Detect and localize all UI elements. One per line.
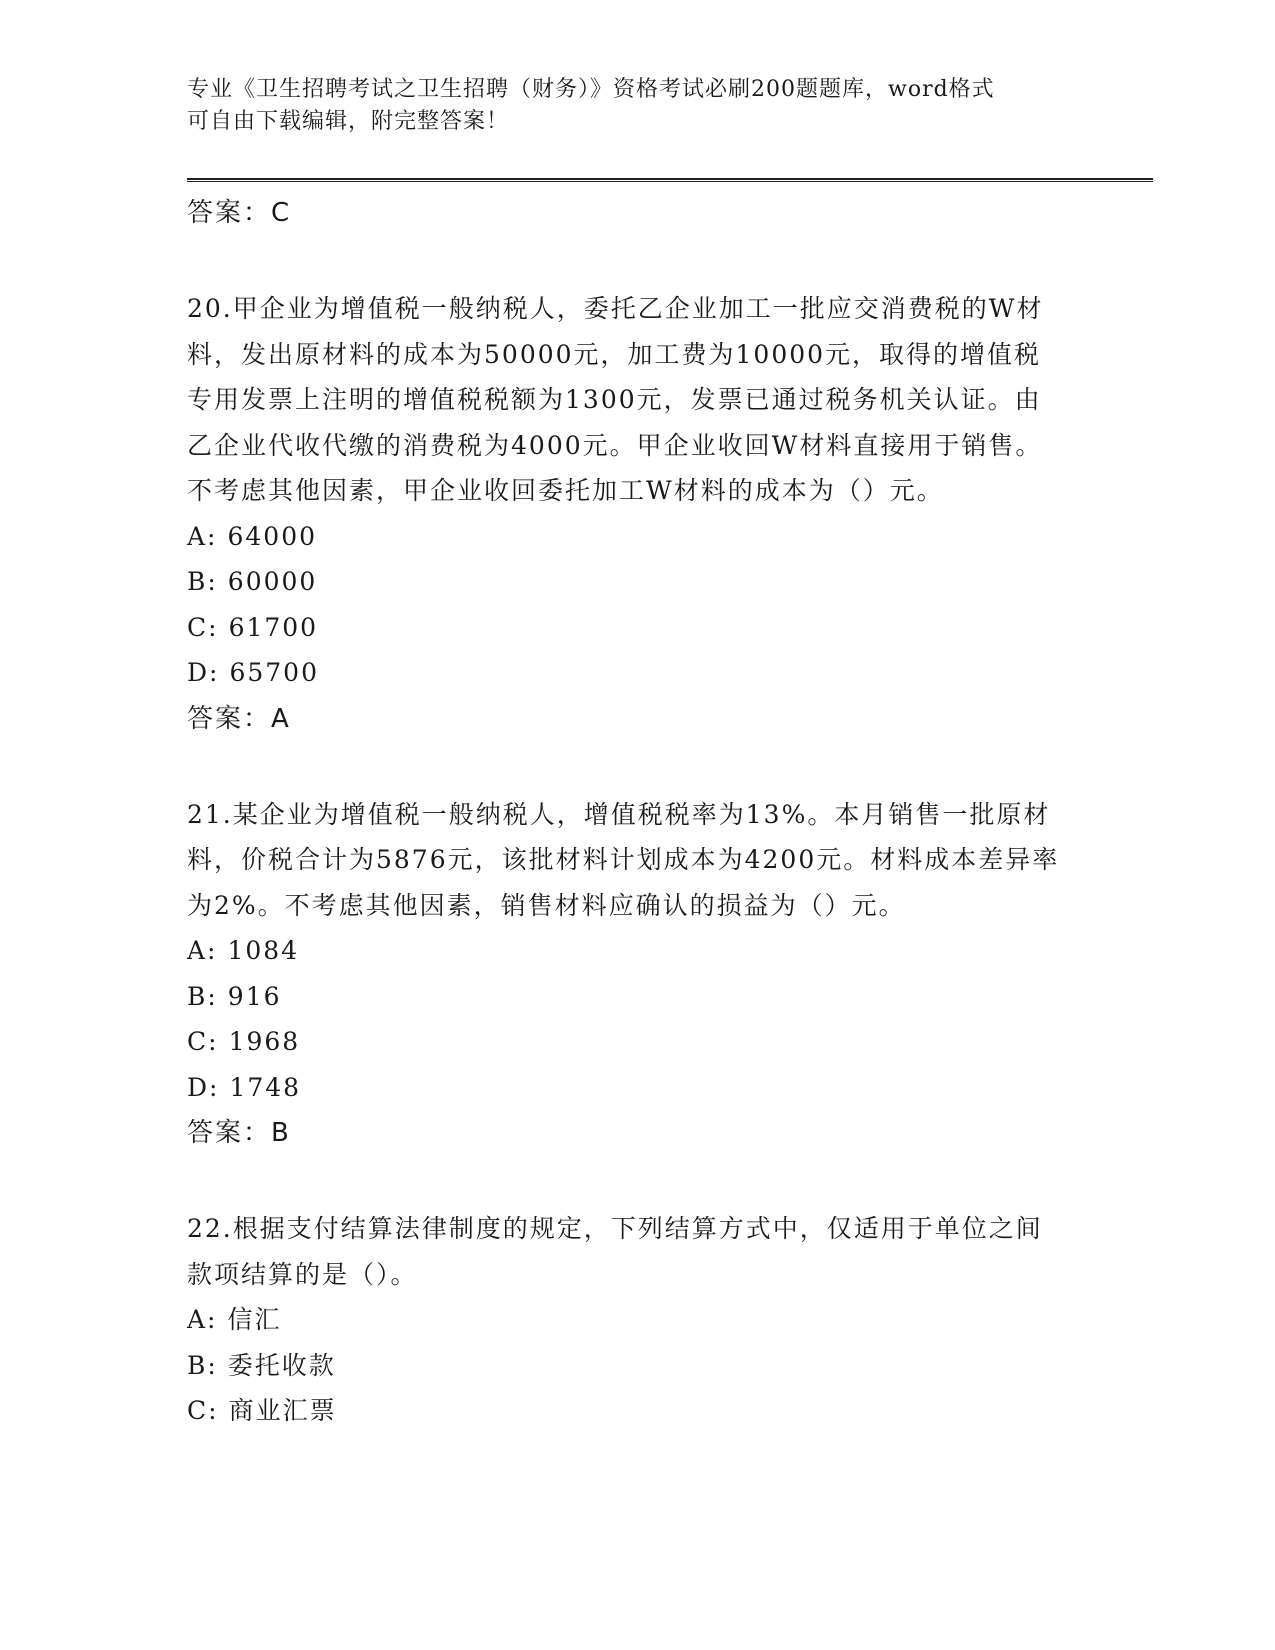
header-divider: [187, 178, 1153, 182]
option-a: [187, 1297, 1067, 1343]
answer-label: 答案：B: [187, 1118, 291, 1148]
option-letter: A:: [187, 521, 218, 551]
option-letter: D:: [187, 658, 220, 687]
question-text: 22.根据支付结算法律制度的规定，下列结算方式中，仅适用于单位之间款项结算的是（）。: [187, 1214, 1043, 1289]
question-item: [187, 792, 1067, 1157]
option-text: 65700: [229, 658, 319, 687]
option-c: [187, 1019, 1067, 1065]
option-text: 60000: [227, 567, 318, 596]
option-d: [187, 650, 1067, 696]
option-text: 1084: [227, 936, 300, 965]
option-letter: C:: [187, 1396, 219, 1425]
question-list: [187, 190, 1067, 1434]
question-text: 21.某企业为增值税一般纳税人，增值税税率为13%。本月销售一批原材料，价税合计为5876元，该批材料计划成本为4200元。材料成本差异率为2%。不考虑其他因素，销售材料应确认的损益为（）元。: [187, 799, 1060, 920]
option-letter: B:: [187, 981, 218, 1011]
header-line-1: 专业《卫生招聘考试之卫生招聘（财务）》资格考试必刷200题题库，word格式: [187, 77, 995, 102]
option-b: [187, 559, 1067, 605]
option-c: [187, 1388, 1067, 1434]
option-a: [187, 514, 1067, 560]
question-item: [187, 286, 1067, 742]
option-d: [187, 1065, 1067, 1111]
option-text: 信汇: [227, 1305, 282, 1334]
option-letter: C:: [187, 1027, 219, 1056]
option-text: 61700: [228, 612, 319, 642]
option-text: 1968: [228, 1027, 301, 1056]
answer-label: 答案：C: [187, 198, 292, 228]
header-line-2: 可自由下载编辑，附完整答案！: [187, 109, 510, 134]
option-a: [187, 928, 1067, 974]
option-letter: B:: [187, 567, 218, 596]
option-text: 1748: [229, 1072, 302, 1102]
option-letter: A:: [187, 936, 218, 965]
option-b: [187, 974, 1067, 1020]
option-letter: A:: [187, 1305, 218, 1334]
option-c: [187, 605, 1067, 651]
option-letter: D:: [187, 1072, 220, 1102]
option-text: 64000: [227, 521, 318, 551]
question-item: [187, 1206, 1067, 1434]
option-text: 916: [227, 981, 282, 1011]
answer-label: 答案：A: [187, 703, 291, 734]
option-letter: C:: [187, 612, 219, 642]
option-b: [187, 1343, 1067, 1389]
option-text: 委托收款: [227, 1350, 336, 1380]
question-text: 20.甲企业为增值税一般纳税人，委托乙企业加工一批应交消费税的W材料，发出原材料的成本为50000元，加工费为10000元，取得的增值税专用发票上注明的增值税税额为1300元，发票已通过税务机关认证。由乙企业代收代缴的消费税为4000元。甲企业收回W材料直接用于销售。不考虑其他因素，甲企业收回委托加工W材料的成本为（）元。: [187, 294, 1044, 505]
option-text: 商业汇票: [228, 1396, 337, 1425]
document-header: [187, 74, 1067, 138]
option-letter: B:: [187, 1350, 218, 1380]
